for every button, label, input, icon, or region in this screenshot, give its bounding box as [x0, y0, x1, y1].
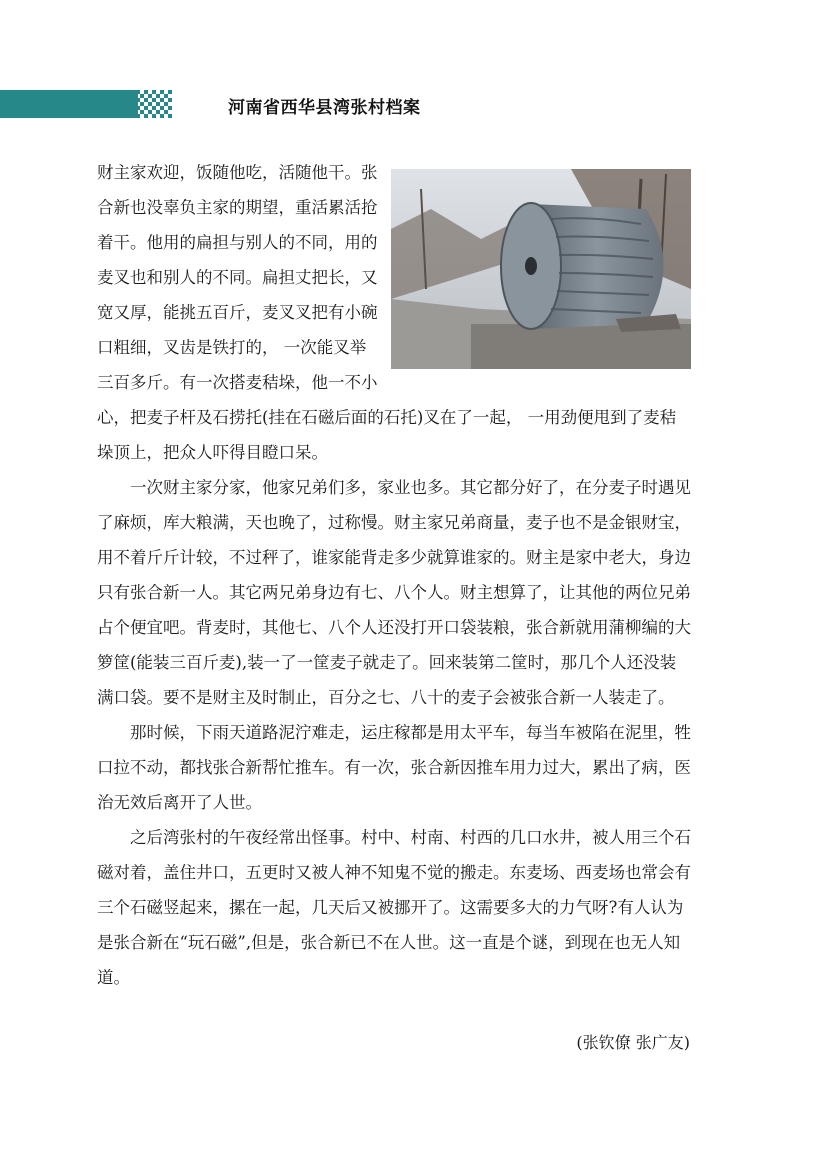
article-body — [97, 155, 691, 995]
body-paragraph: 一次财主家分家，他家兄弟们多，家业也多。其它都分好了，在分麦子时遇见了麻烦，库大粮满，天也晚了，过称慢。财主家兄弟商量，麦子也不是金银财宝，用不着斤斤计较，不过秤了，谁家能背走多少就算谁家的。财主是家中老大，身边只有张合新一人。其它两兄弟身边有七、八个人。财主想算了，让其他的两位兄弟占个便宜吧。背麦时，其他七、八个人还没打开口袋装粮，张合新就用蒲柳编的大箩筐(能装三百斤麦),装一了一筐麦子就走了。回来装第二筐时，那几个人还没装满口袋。要不是财主及时制止，百分之七、八十的麦子会被张合新一人装走了。 — [97, 478, 691, 707]
stone-roller-photo — [391, 169, 691, 369]
intro-paragraph: 财主家欢迎，饭随他吃，活随他干。张合新也没辜负主家的期望，重活累活抢着干。他用的扁担与别人的不同，用的麦叉也和别人的不同。扁担丈把长，又宽又厚，能挑五百斤，麦叉叉把有小碗口粗细，叉齿是铁打的， 一次能叉举三百多斤。有一次搭麦秸垛，他一不小心，把麦子杆及石捞托(挂在石磁后面的石托)叉在了一起， 一用劲便甩到了麦秸垛顶上，把众人吓得目瞪口呆。 — [97, 163, 677, 462]
header-color-band — [0, 90, 138, 118]
body-paragraph: 之后湾张村的午夜经常出怪事。村中、村南、村西的几口水井，被人用三个石磁对着，盖住井口，五更时又被人神不知鬼不觉的搬走。东麦场、西麦场也常会有三个石磁竖起来，摞在一起，几天后又被挪开了。这需要多大的力气呀?有人认为是张合新在“玩石磁”,但是，张合新已不在人世。这一直是个谜，到现在也无人知道。 — [97, 828, 691, 987]
body-paragraph: 那时候，下雨天道路泥泞难走，运庄稼都是用太平车，每当车被陷在泥里，牲口拉不动，都找张合新帮忙推车。有一次，张合新因推车用力过大，累出了病，医治无效后离开了人世。 — [97, 723, 691, 812]
stone-roller-illustration — [391, 169, 691, 369]
author-signature: (张钦僚 张广友) — [576, 1033, 690, 1052]
page-header-title: 河南省西华县湾张村档案 — [228, 98, 421, 118]
header-checker-pattern — [132, 90, 172, 118]
